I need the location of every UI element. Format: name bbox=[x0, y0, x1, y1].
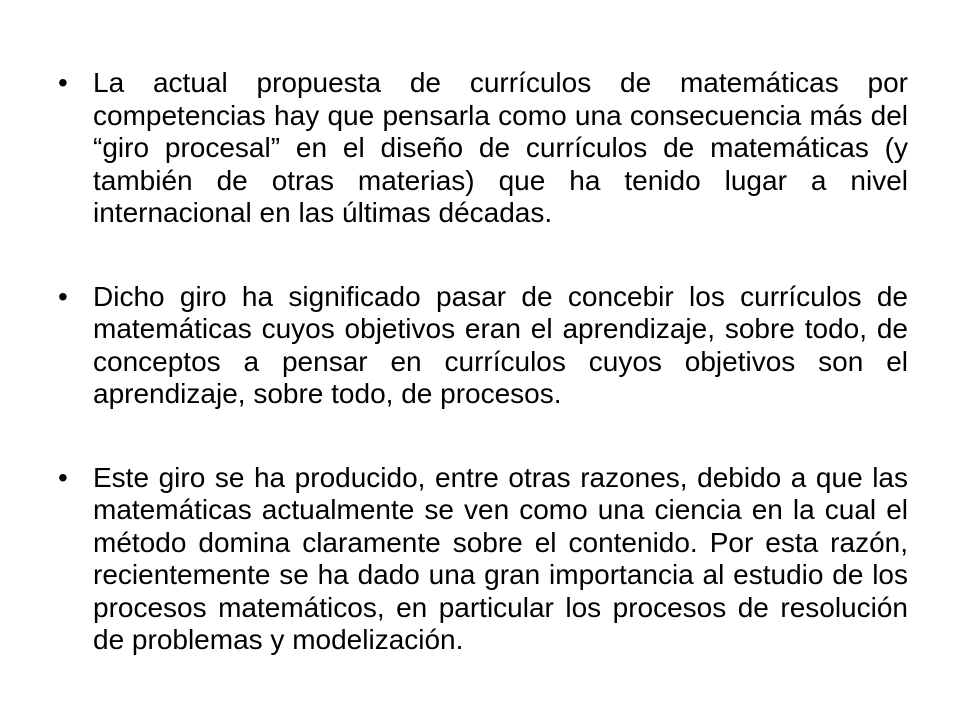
bullet-text: Dicho giro ha significado pasar de concebir los currículos de matemáticas cuyos objetivos eran el aprendizaje, sobre todo, de conceptos a pensar en currículos cuyos objetivos son el aprendizaje, sobre todo, de procesos. bbox=[93, 280, 908, 409]
bullet-item-competencias bbox=[56, 67, 908, 230]
bullet-item-metodo bbox=[56, 462, 908, 657]
bullet-point-icon: • bbox=[58, 67, 68, 98]
bullet-point-icon: • bbox=[58, 461, 68, 493]
bullet-text: Este giro se ha producido, entre otras razones, debido a que las matemáticas actualmente se ven como una ciencia en la cual el método domina claramente sobre el contenido. Por esta razón, recientemente se ha dado una gran importancia al estudio de los procesos matemáticos, en particular los procesos de resolución de problemas y modelización. bbox=[93, 461, 908, 655]
bullet-item-giro bbox=[56, 281, 908, 411]
bullet-list bbox=[56, 67, 908, 657]
bullet-text: La actual propuesta de currículos de matemáticas por competencias hay que pensarla como una consecuencia más del “giro procesal” en el diseño de currículos de matemáticas (y también de otras materias) que ha tenido lugar a nivel internacional en las últimas décadas. bbox=[93, 67, 908, 228]
bullet-point-icon: • bbox=[58, 280, 68, 312]
